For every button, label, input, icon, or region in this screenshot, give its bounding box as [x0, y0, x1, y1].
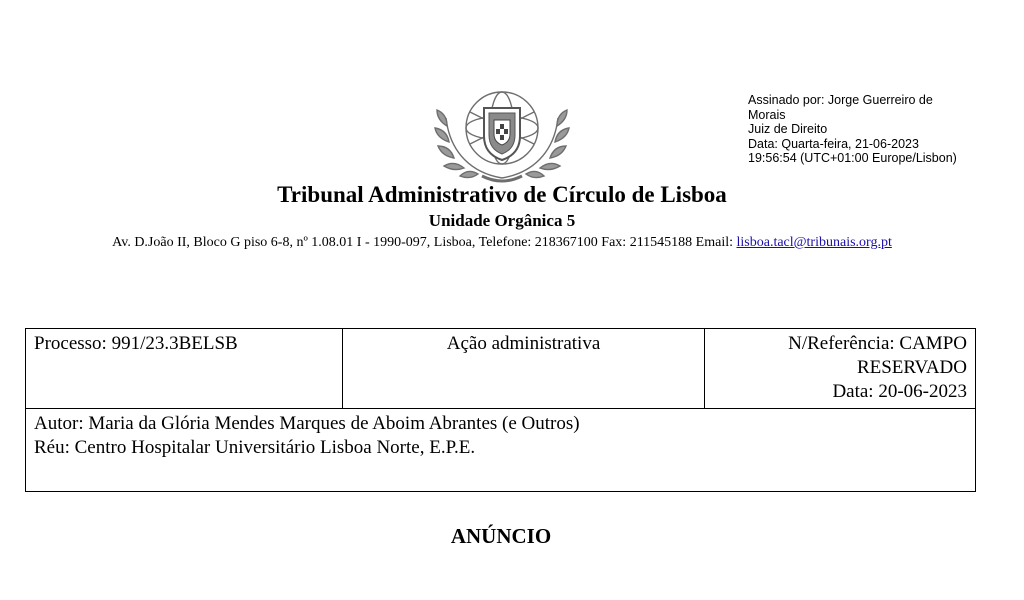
address-line — [0, 233, 1004, 253]
action-type-cell — [343, 329, 705, 409]
email-link[interactable]: lisboa.tacl@tribunais.org.pt — [736, 235, 892, 250]
unit-name: Unidade Orgânica 5 — [428, 211, 576, 230]
signature-role: Juiz de Direito — [748, 122, 828, 136]
signature-signed-by-cont: Morais — [748, 107, 786, 122]
reference-cell — [705, 329, 976, 409]
coat-of-arms-icon — [432, 78, 572, 188]
parties-cell — [26, 409, 976, 492]
reference-value: RESERVADO — [856, 357, 967, 378]
case-row-header — [26, 329, 976, 409]
address-text: Av. D.João II, Bloco G piso 6-8, nº 1.08.01 I - 1990-097, Lisboa, Telefone: 218367100 Fax: 211545188 Email: — [112, 235, 737, 250]
process-number: Processo: 991/23.3BELSB — [34, 333, 238, 354]
digital-signature-block — [748, 93, 1008, 166]
document-title: ANÚNCIO — [450, 524, 552, 548]
signature-date: Data: Quarta-feira, 21-06-2023 — [748, 136, 919, 151]
process-cell — [26, 329, 343, 409]
signature-time: 19:56:54 (UTC+01:00 Europe/Lisbon) — [748, 151, 957, 165]
author-line: Autor: Maria da Glória Mendes Marques de Aboim Abrantes (e Outros) — [34, 413, 580, 434]
action-type: Ação administrativa — [446, 333, 601, 354]
defendant-line: Réu: Centro Hospitalar Universitário Lisboa Norte, E.P.E. — [34, 437, 476, 458]
case-row-parties — [26, 409, 976, 492]
case-info-table — [25, 328, 976, 492]
reference-label: N/Referência: CAMPO — [788, 333, 967, 354]
court-name: Tribunal Administrativo de Círculo de Lisboa — [277, 182, 727, 207]
signature-signed-by: Assinado por: Jorge Guerreiro de — [748, 93, 933, 107]
case-date: Data: 20-06-2023 — [832, 381, 967, 402]
